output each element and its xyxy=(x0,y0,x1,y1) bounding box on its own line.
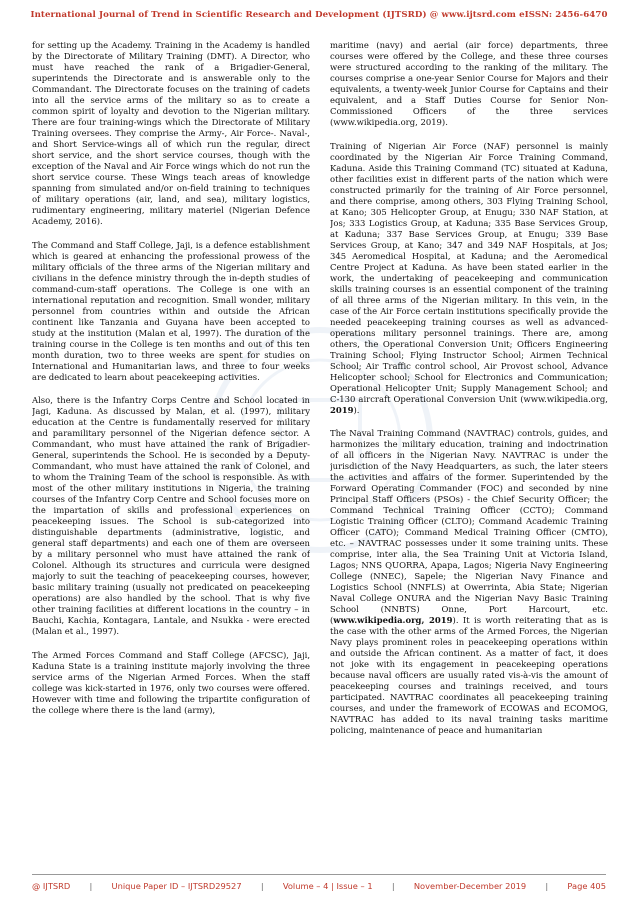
footer-divider xyxy=(32,874,606,875)
navtrac-text: The Naval Training Command (NAVTRAC) controls, guides, and harmonizes the military education, training and indoctrination of all officers in the Nigerian Navy. NAVTRAC is under the jurisdiction of the Navy Headquarters, as such, the later steers the activities and affairs of the former. Superintended by the Forward Operating Commander (FOC) and seconded by nine Principal Staff Officers (PSOs) - the Chief Security Officer; the Command Technical Training Officer (CCTO); Command Logistic Training Officer (CLTO); Command Academic Training Officer (CATO); Command Medical Training Officer (CMTO), etc. – NAVTRAC possesses under it some training units. These comprise, inter alia, the Sea Training Unit at Victoria Island, Lagos; NNS QUORRA, Apapa, Lagos; Nigeria Navy Engineering College (NNEC), Sapele; the Nigerian Navy Finance and Logistics School (NNFLS) at Owerrinta, Abia State; Nigerian Naval College ONURA and the Nigerian Navy Basic Training School (NNBTS) Onne, Port Harcourt, etc. ( xyxy=(330,428,608,625)
navtrac-text-end: ). It is worth reiterating that as is the case with the other arms of the Armed Forces, the Nigerian Navy plays prominent roles in peacekeeping operations within and outside the African continent. As a matter of fact, it does not joke with its engagement in peacekeeping operations because naval officers are usually rated vis-à-vis the amount of peacekeeping courses and trainings received, and tours participated. NAVTRAC coordinates all peacekeeping training courses, and under the framework of ECOWAS and ECOMOG, NAVTRAC has added to its naval training tasks maritime policing, maintenance of peace and humanitarian xyxy=(330,615,608,735)
footer-paper-id: Unique Paper ID – IJTSRD29527 xyxy=(111,881,242,891)
paragraph-command-staff-college: The Command and Staff College, Jaji, is a defence establishment which is geared at enhancing the professional prowess of the military officials of the three arms of the Nigerian military and civilians in the defence ministry through the in-depth studies of command-cum-staff operations. The College is one with an international reputation and recognition. Small wonder, military personnel from countries within and outside the African continent like Tanzania and Guyana have been accepted to study at the institution (Malan et al, 1997). The duration of the training course in the College is ten months and out of this ten month duration, two to three weeks are spent for studies on International and Humanitarian laws, and three to four weeks are dedicated to learn about peacekeeping activities. xyxy=(32,239,310,382)
footer-date: November-December 2019 xyxy=(413,881,527,891)
paragraph-nda-training: for setting up the Academy. Training in the Academy is handled by the Directorate of Military Training (DMT). A Director, who must have reached the rank of a Brigadier-General, superintends the Directorate and is answerable only to the Commandant. The Directorate focuses on the training of cadets into all the service arms of the military so as to create a common spirit of loyalty and devotion to the Nigerian military. There are four training-wings which the Directorate of Military Training oversees. They comprise the Army-, Air Force-. Naval-, and Short Service-wings all of which run the regular, direct short service, and the short service courses, though with the exception of the Naval and Air Force wings which do not run the short service course. These Wings teach areas of knowledge spanning from simulated and/or on-field training to techniques of military operations (air, land, and sea), military logistics, rudimentary engineering, military materiel (Nigerian Defence Academy, 2016). xyxy=(32,40,310,226)
footer-separator: | xyxy=(89,881,93,891)
left-column xyxy=(32,40,310,866)
footer-volume: Volume – 4 | Issue – 1 xyxy=(282,881,373,891)
footer-journal: @ IJTSRD xyxy=(32,881,71,891)
footer-separator: | xyxy=(391,881,395,891)
footer-separator: | xyxy=(260,881,264,891)
journal-header: International Journal of Trend in Scientific Research and Development (IJTSRD) @ www.ijtsrd.com eISSN: 2456-6470 xyxy=(30,10,608,20)
footer-separator: | xyxy=(545,881,549,891)
naf-text: Training of Nigerian Air Force (NAF) personnel is mainly coordinated by the Nigerian Air Force Training Command, Kaduna. Aside this Training Command (TC) situated at Kaduna, other facilities exist in different parts of the nation which were constructed primarily for the training of Air Force personnel, and there comprise, among others, 303 Flying Training School, at Kano; 305 Helicopter Group, at Enugu; 330 NAF Station, at Jos; 333 Logistics Group, at Kaduna; 335 Base Services Group, at Kaduna; 337 Base Services Group, at Enugu; 339 Base Services Group, at Kano; 347 and 349 NAF Hospitals, at Jos; 345 Aeromedical Hospital, at Kaduna; and the Aeromedical Centre Project at Kaduna. As have been stated earlier in the work, the undertaking of peacekeeping and communication skills training courses is an essential component of the training of all three arms of the Nigerian military. In this vein, in the case of the Air Force certain institutions specifically provide the needed peacekeeping training courses as well as advanced-operations military personnel trainings. There are, among others, the Operational Conversion Unit; Officers Engineering Training School; Flying Instructor School; Airmen Technical School; Air Traffic control school, Air Provost school, Advance Helicopter school; School for Electronics and Communication; Operational Helicopter Unit; Supply Management School; and C-130 aircraft Operational Conversion Unit (www.wikipedia.org, xyxy=(330,140,608,404)
naf-year-bold: 2019 xyxy=(330,404,354,415)
paragraph-afcsc: The Armed Forces Command and Staff College (AFCSC), Jaji, Kaduna State is a training institute majorly involving the three service arms of the Nigerian Armed Forces. When the staff college was kick-started in 1976, only two courses were offered. However with time and following the tripartite configuration of the college where there is the land (army), xyxy=(32,649,310,715)
paragraph-afcsc-continued: maritime (navy) and aerial (air force) departments, three courses were offered by the College, and these three courses were structured according to the ranking of the military. The courses comprise a one-year Senior Course for Majors and their equivalents, a twenty-week Junior Course for Captains and their equivalent, and a Staff Duties Course for Senior Non-Commissioned Officers of the three services (www.wikipedia.org, 2019). xyxy=(330,40,608,127)
paragraph-navtrac xyxy=(330,428,608,736)
right-column xyxy=(330,40,608,866)
paragraph-naf-training xyxy=(330,141,608,416)
naf-text-end: ). xyxy=(353,404,360,415)
page-footer xyxy=(32,881,606,891)
footer-page-number: Page 405 xyxy=(567,881,606,891)
paragraph-infantry-corps: Also, there is the Infantry Corps Centre and School located in Jagi, Kaduna. As discussed by Malan, et al. (1997), military education at the Centre is fundamentally reserved for military and paramilitary personnel of the Nigerian defence sector. A Commandant, who must have attained the rank of Brigadier-General, superintends the School. He is seconded by a Deputy-Commandant, who must have attained the rank of Colonel, and to whom the Training Team of the school is responsible. As with most of the other military institutions in Nigeria, the training courses of the Infantry Corp Centre and School focuses more on the impartation of skills and professional experiences on peacekeeping issues. The School is sub-categorized into distinguishable departments (administrative, logistic, and general staff departments) and each one of them are overseen by a military personnel who must have attained the rank of Colonel. Although its structures and curricula were designed majorly to suit the teaching of peacekeeping courses, however, basic military training (usually not predicated on peacekeeping operations) are also handled by the school. That is why five other training facilities at different locations in the country – in Bauchi, Kachia, Kontagara, Lantale, and Nsukka - were erected (Malan et al., 1997). xyxy=(32,395,310,636)
navtrac-citation-bold: www.wikipedia.org, 2019 xyxy=(333,615,453,625)
two-column-body xyxy=(32,40,608,866)
